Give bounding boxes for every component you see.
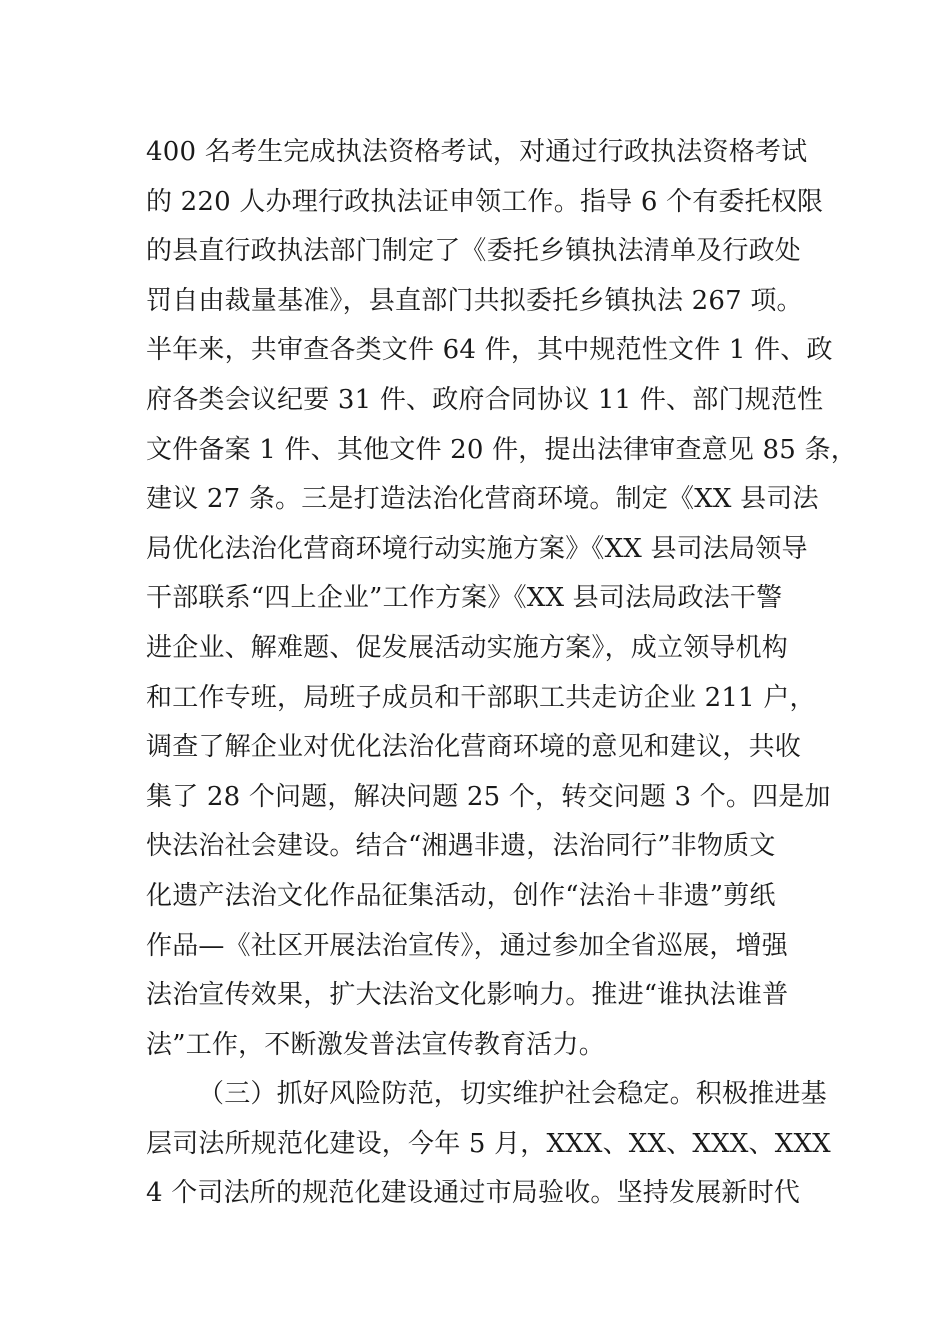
text-line: 和工作专班，局班子成员和干部职工共走访企业 211 户，: [146, 682, 816, 713]
section-heading-line: （三）抓好风险防范，切实维护社会稳定。积极推进基: [198, 1079, 827, 1110]
text-line: 府各类会议纪要 31 件、政府合同协议 11 件、部门规范性: [146, 384, 824, 415]
text-line: 集了 28 个问题，解决问题 25 个，转交问题 3 个。四是加: [146, 781, 831, 812]
text-line: 罚自由裁量基准》，县直部门共拟委托乡镇执法 267 项。: [146, 285, 803, 316]
text-line: 局优化法治化营商环境行动实施方案》《XX 县司法局领导: [146, 533, 808, 564]
text-line: 层司法所规范化建设，今年 5 月，XXX、XX、XXX、XXX: [146, 1128, 831, 1159]
text-line: 半年来，共审查各类文件 64 件，其中规范性文件 1 件、政: [146, 335, 833, 366]
text-line: 作品—《社区开展法治宣传》，通过参加全省巡展，增强: [146, 930, 789, 961]
text-line: 调查了解企业对优化法治化营商环境的意见和建议，共收: [146, 732, 802, 763]
text-line: 法治宣传效果，扩大法治文化影响力。推进“谁执法谁普: [146, 980, 789, 1011]
text-line: 的县直行政执法部门制定了《委托乡镇执法清单及行政处: [146, 236, 802, 267]
text-line: 4 个司法所的规范化建设通过市局验收。坚持发展新时代: [146, 1178, 801, 1209]
text-line: 文件备案 1 件、其他文件 20 件，提出法律审查意见 85 条，: [146, 434, 857, 465]
text-line: 400 名考生完成执法资格考试，对通过行政执法资格考试: [146, 137, 808, 167]
text-line: 建议 27 条。三是打造法治化营商环境。制定《XX 县司法: [146, 484, 819, 515]
text-line: 的 220 人办理行政执法证申领工作。指导 6 个有委托权限: [146, 186, 824, 217]
text-line: 法”工作，不断激发普法宣传教育活力。: [146, 1029, 605, 1060]
text-line: 化遗产法治文化作品征集活动，创作“法治＋非遗”剪纸: [146, 880, 776, 911]
text-line: 干部联系“四上企业”工作方案》《XX 县司法局政法干警: [146, 583, 783, 614]
text-line: 进企业、解难题、促发展活动实施方案》，成立领导机构: [146, 632, 789, 663]
body-text: [146, 128, 857, 1219]
text-line: 快法治社会建设。结合“湘遇非遗，法治同行”非物质文: [146, 831, 776, 862]
